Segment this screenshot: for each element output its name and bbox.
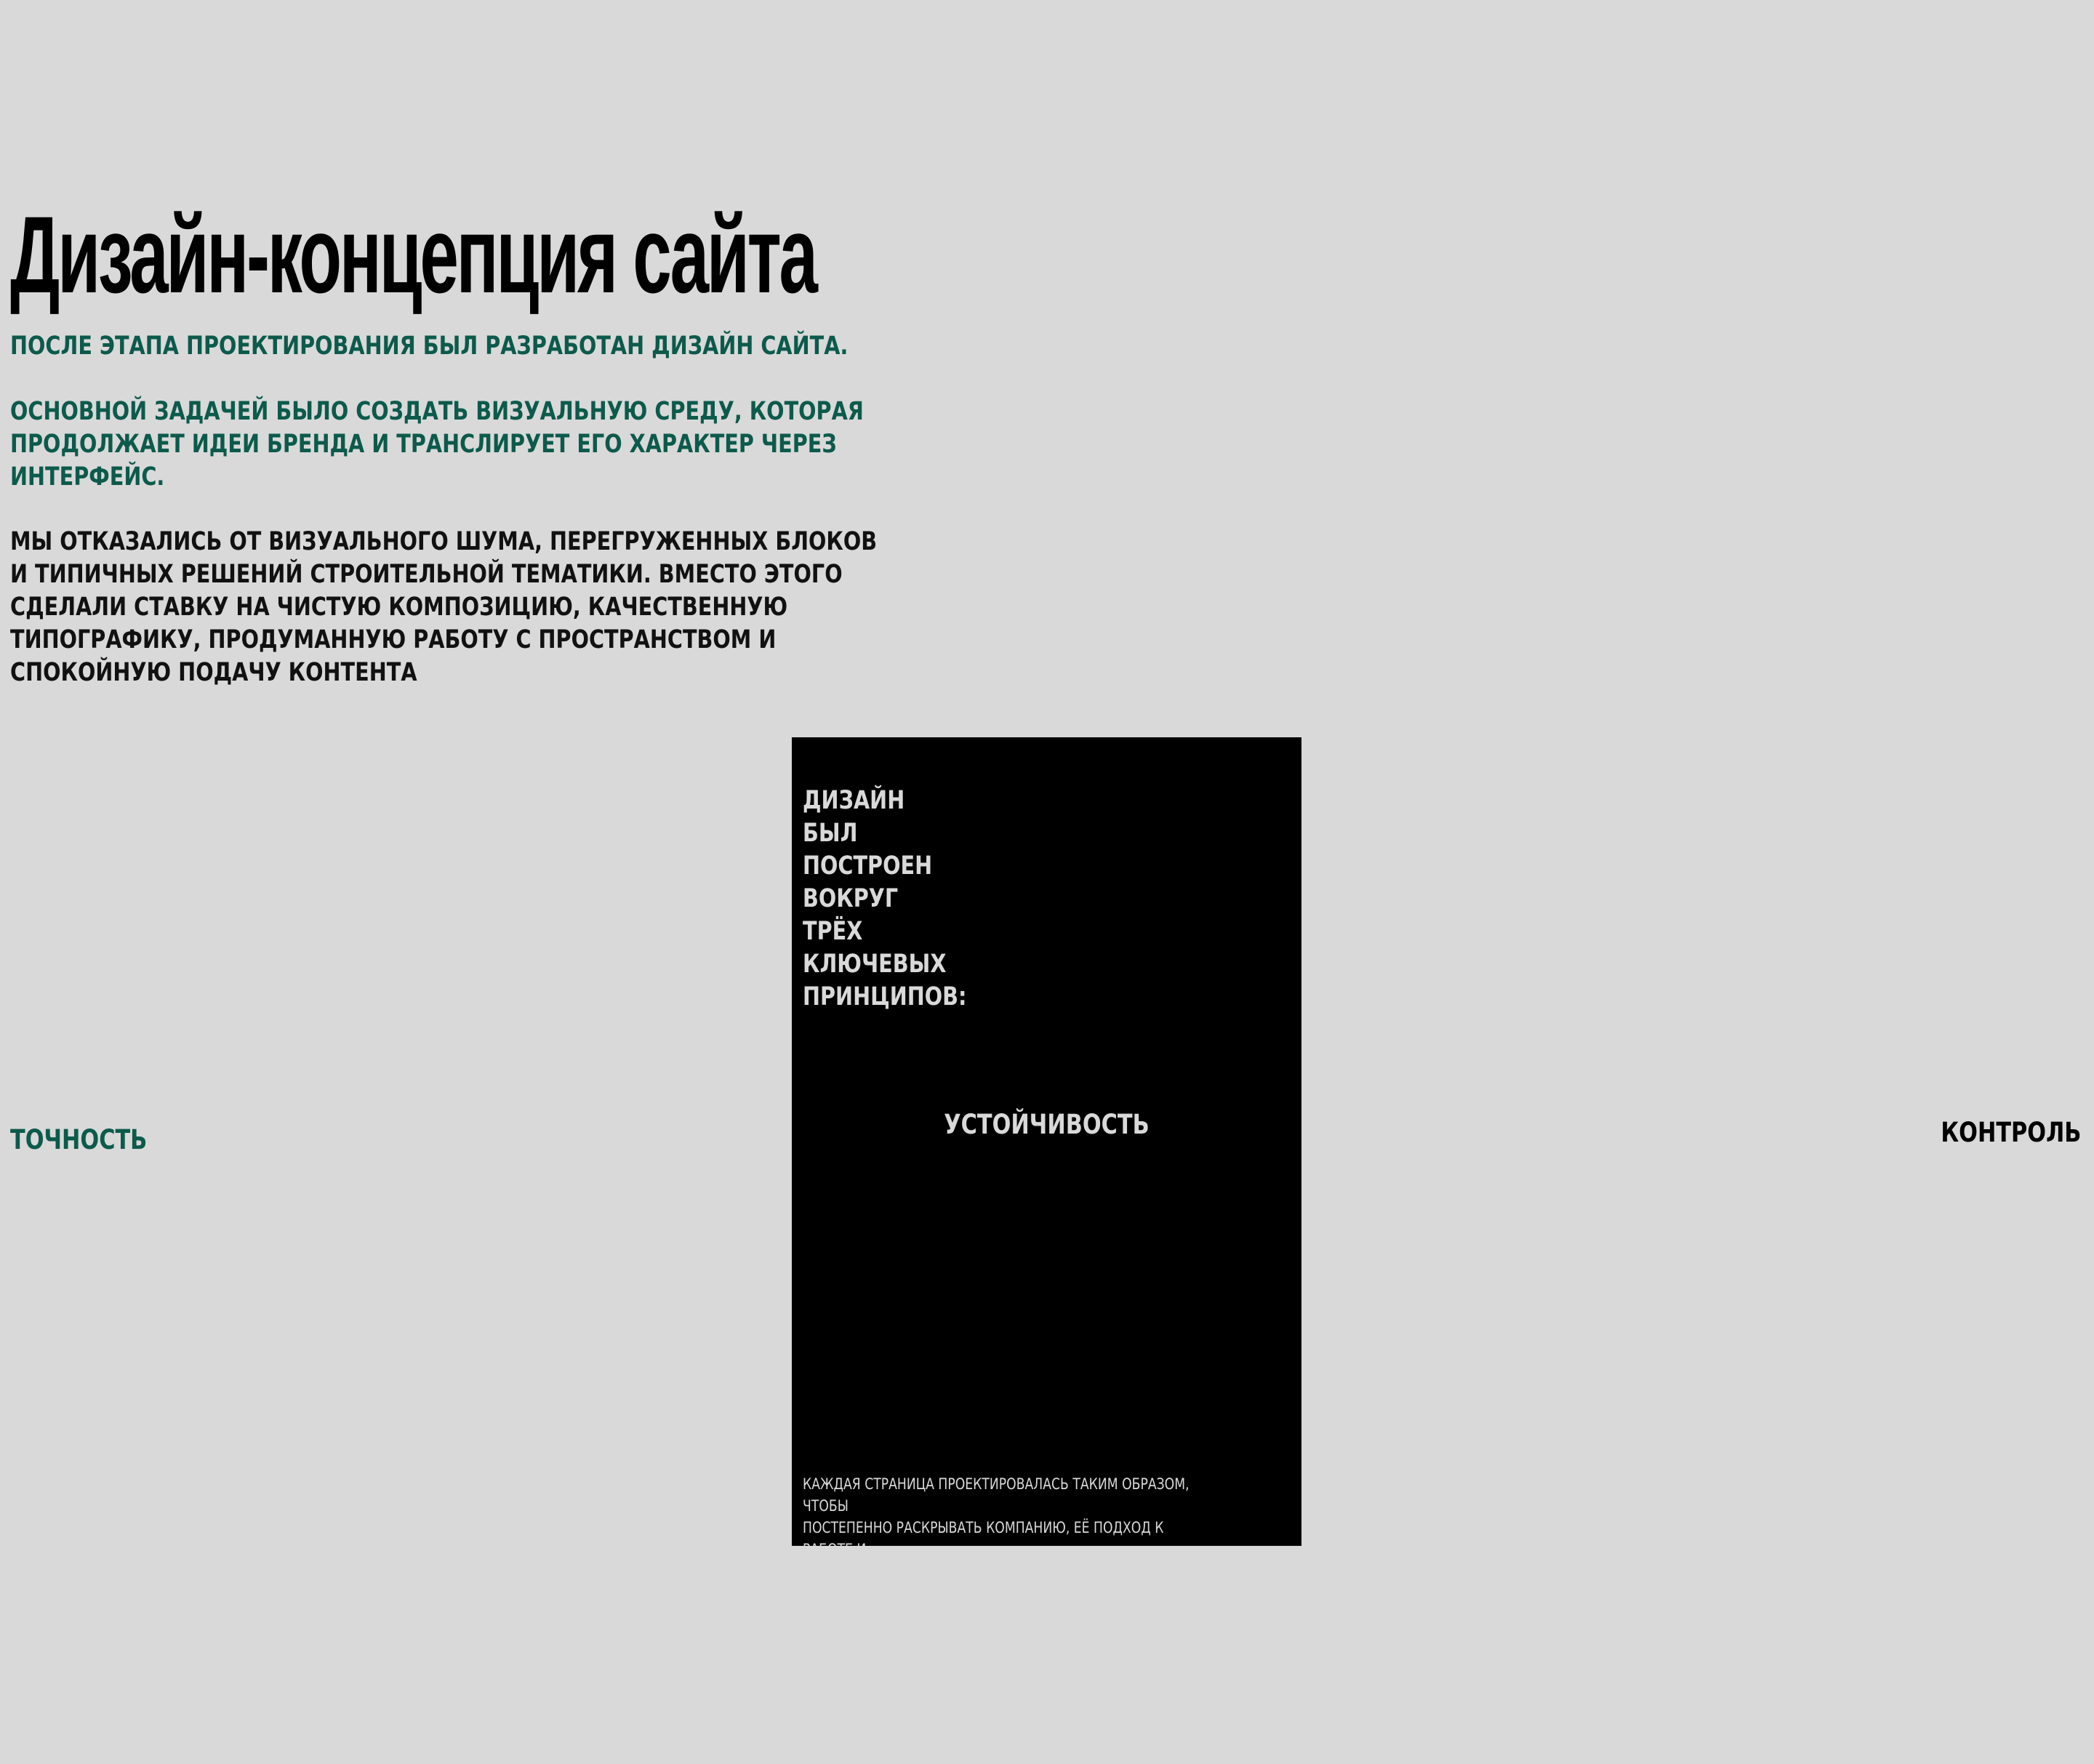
principle-control-label: КОНТРОЛЬ (1940, 1117, 2081, 1148)
principles-card (792, 737, 1301, 1580)
principle-precision-label: ТОЧНОСТЬ (10, 1124, 148, 1155)
goal-paragraph: ОСНОВНОЙ ЗАДАЧЕЙ БЫЛО СОЗДАТЬ ВИЗУАЛЬНУЮ СРЕДУ, КОТОРАЯ ПРОДОЛЖАЕТ ИДЕИ БРЕНДА И ТРАНСЛИРУЕТ ЕГО ХАРАКТЕР ЧЕРЕЗ ИНТЕРФЕЙС. (10, 397, 864, 492)
page-title: Дизайн-концепция сайта (10, 193, 816, 316)
approach-paragraph: МЫ ОТКАЗАЛИСЬ ОТ ВИЗУАЛЬНОГО ШУМА, ПЕРЕГРУЖЕННЫХ БЛОКОВ И ТИПИЧНЫХ РЕШЕНИЙ СТРОИТЕЛЬНОЙ ТЕМАТИКИ. ВМЕСТО ЭТОГО СДЕЛАЛИ СТАВКУ НА ЧИСТУЮ КОМПОЗИЦИЮ, КАЧЕСТВЕННУЮ ТИПОГРАФИКУ, ПРОДУМАННУЮ РАБОТУ С ПРОСТРАНСТВОМ И СПОКОЙНУЮ ПОДАЧУ КОНТЕНТА (10, 527, 878, 687)
principle-stability-label: УСТОЙЧИВОСТЬ (944, 1109, 1150, 1140)
principles-card-footnote: КАЖДАЯ СТРАНИЦА ПРОЕКТИРОВАЛАСЬ ТАКИМ ОБРАЗОМ, ЧТОБЫ ПОСТЕПЕННО РАСКРЫВАТЬ КОМПАНИЮ, ЕЁ ПОДХОД К РАБОТЕ И УРОВЕНЬ РЕАЛИЗУЕМЫХ ПРОЕКТОВ (803, 1475, 1190, 1580)
intro-paragraph: ПОСЛЕ ЭТАПА ПРОЕКТИРОВАНИЯ БЫЛ РАЗРАБОТАН ДИЗАЙН САЙТА. (10, 332, 849, 361)
principles-card-heading: ДИЗАЙН БЫЛ ПОСТРОЕН ВОКРУГ ТРЁХ КЛЮЧЕВЫХ ПРИНЦИПОВ: (803, 786, 967, 1011)
